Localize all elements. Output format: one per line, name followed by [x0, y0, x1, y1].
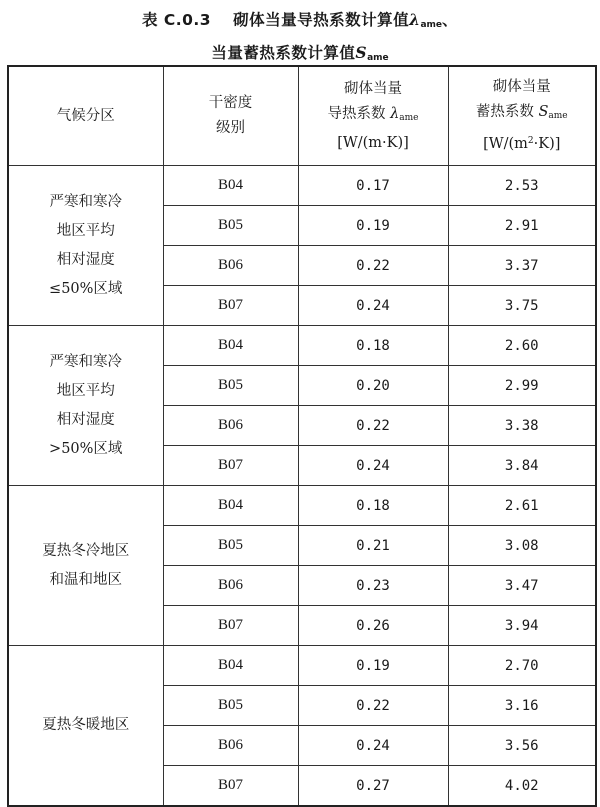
- header-heat-storage-unit: [449, 129, 596, 157]
- conductivity-cell: 0.24: [298, 286, 448, 326]
- conductivity-cell: 0.18: [298, 326, 448, 366]
- climate-zone-line: 地区平均: [56, 222, 115, 239]
- climate-zone-line: 夏热冬暖地区: [42, 717, 130, 733]
- climate-zone-line: 严寒和寒冷: [49, 353, 122, 370]
- header-conductivity-symbol: λ: [390, 105, 400, 122]
- header-heat-storage-line-1: 砌体当量: [492, 79, 551, 95]
- density-grade-cell: B04: [163, 326, 298, 366]
- density-grade-cell: B04: [163, 646, 298, 686]
- table-row: [8, 646, 596, 686]
- density-grade-cell: B07: [163, 766, 298, 807]
- header-heat-storage-symbol: S: [538, 104, 549, 120]
- heat-storage-cell: 3.75: [448, 286, 596, 326]
- climate-zone-line: 相对湿度: [56, 251, 115, 268]
- conductivity-cell: 0.17: [298, 166, 448, 206]
- header-conductivity-prefix: 导热系数: [327, 105, 386, 122]
- header-heat-storage-prefix: 蓄热系数: [475, 104, 534, 120]
- header-conductivity-unit: [W/(m·K)]: [337, 134, 409, 151]
- header-conductivity-line-2: [299, 102, 448, 131]
- caption-text-2: 当量蓄热系数计算值: [211, 44, 356, 62]
- heat-storage-cell: 3.16: [448, 686, 596, 726]
- conductivity-cell: 0.22: [298, 686, 448, 726]
- conductivity-cell: 0.27: [298, 766, 448, 807]
- header-grade: [163, 66, 298, 166]
- table-row: [8, 166, 596, 206]
- header-heat-storage-line-2: [449, 100, 596, 129]
- unit-superscript: 2: [527, 136, 534, 146]
- conductivity-cell: 0.24: [298, 446, 448, 486]
- table-row: [8, 326, 596, 366]
- header-grade-line-2: 级别: [216, 120, 245, 136]
- table-row: [8, 486, 596, 526]
- header-grade-line-1: 干密度: [208, 95, 253, 111]
- climate-zone-cell: [8, 166, 163, 326]
- header-heat-storage-subscript: ame: [548, 111, 568, 121]
- climate-zone-line: >50%区域: [49, 440, 123, 457]
- climate-zone-line: 严寒和寒冷: [49, 193, 122, 210]
- conductivity-cell: 0.21: [298, 526, 448, 566]
- data-table: [7, 65, 597, 807]
- header-conductivity-line-1: 砌体当量: [344, 80, 402, 97]
- heat-storage-cell: 3.94: [448, 606, 596, 646]
- density-grade-cell: B07: [163, 606, 298, 646]
- heat-storage-cell: 2.70: [448, 646, 596, 686]
- density-grade-cell: B06: [163, 566, 298, 606]
- heat-storage-cell: 3.37: [448, 246, 596, 286]
- heat-storage-cell: 3.84: [448, 446, 596, 486]
- unit-suffix: ·K)]: [533, 136, 561, 152]
- s-subscript: ame: [367, 53, 389, 63]
- climate-zone-line: ≤50%区域: [49, 280, 123, 297]
- caption-line-1: [0, 6, 600, 39]
- density-grade-cell: B05: [163, 526, 298, 566]
- climate-zone-line: 地区平均: [56, 382, 115, 399]
- heat-storage-cell: 3.56: [448, 726, 596, 766]
- heat-storage-cell: 2.60: [448, 326, 596, 366]
- unit-prefix: [W/(m: [483, 136, 528, 152]
- climate-zone-line: 相对湿度: [56, 411, 115, 428]
- heat-storage-cell: 3.38: [448, 406, 596, 446]
- density-grade-cell: B04: [163, 486, 298, 526]
- header-conductivity: [298, 66, 448, 166]
- conductivity-cell: 0.26: [298, 606, 448, 646]
- header-conductivity-subscript: ame: [399, 112, 419, 123]
- climate-zone-cell: [8, 646, 163, 807]
- conductivity-cell: 0.20: [298, 366, 448, 406]
- heat-storage-cell: 2.61: [448, 486, 596, 526]
- header-heat-storage: [448, 66, 596, 166]
- table-body: [8, 166, 596, 807]
- conductivity-cell: 0.22: [298, 246, 448, 286]
- density-grade-cell: B06: [163, 246, 298, 286]
- density-grade-cell: B05: [163, 366, 298, 406]
- density-grade-cell: B04: [163, 166, 298, 206]
- conductivity-cell: 0.18: [298, 486, 448, 526]
- heat-storage-cell: 2.91: [448, 206, 596, 246]
- climate-zone-line: 和温和地区: [49, 571, 122, 588]
- lambda-subscript: ame: [420, 20, 443, 30]
- conductivity-cell: 0.22: [298, 406, 448, 446]
- heat-storage-cell: 3.08: [448, 526, 596, 566]
- caption-separator: 、: [442, 11, 459, 29]
- density-grade-cell: B07: [163, 446, 298, 486]
- conductivity-cell: 0.23: [298, 566, 448, 606]
- header-row: [8, 66, 596, 166]
- climate-zone-cell: [8, 326, 163, 486]
- density-grade-cell: B06: [163, 406, 298, 446]
- s-symbol: S: [355, 43, 368, 62]
- climate-zone-cell: [8, 486, 163, 646]
- conductivity-cell: 0.24: [298, 726, 448, 766]
- climate-zone-line: 夏热冬冷地区: [42, 542, 130, 559]
- heat-storage-cell: 2.99: [448, 366, 596, 406]
- density-grade-cell: B05: [163, 206, 298, 246]
- table-number: 表 C.0.3: [141, 11, 212, 29]
- conductivity-cell: 0.19: [298, 206, 448, 246]
- conductivity-cell: 0.19: [298, 646, 448, 686]
- density-grade-cell: B06: [163, 726, 298, 766]
- caption-text-1: 砌体当量导热系数计算值: [233, 11, 410, 29]
- density-grade-cell: B07: [163, 286, 298, 326]
- density-grade-cell: B05: [163, 686, 298, 726]
- heat-storage-cell: 3.47: [448, 566, 596, 606]
- heat-storage-cell: 2.53: [448, 166, 596, 206]
- header-zone: 气候分区: [8, 66, 163, 166]
- heat-storage-cell: 4.02: [448, 766, 596, 807]
- table-caption: [0, 6, 600, 72]
- lambda-symbol: λ: [409, 10, 421, 29]
